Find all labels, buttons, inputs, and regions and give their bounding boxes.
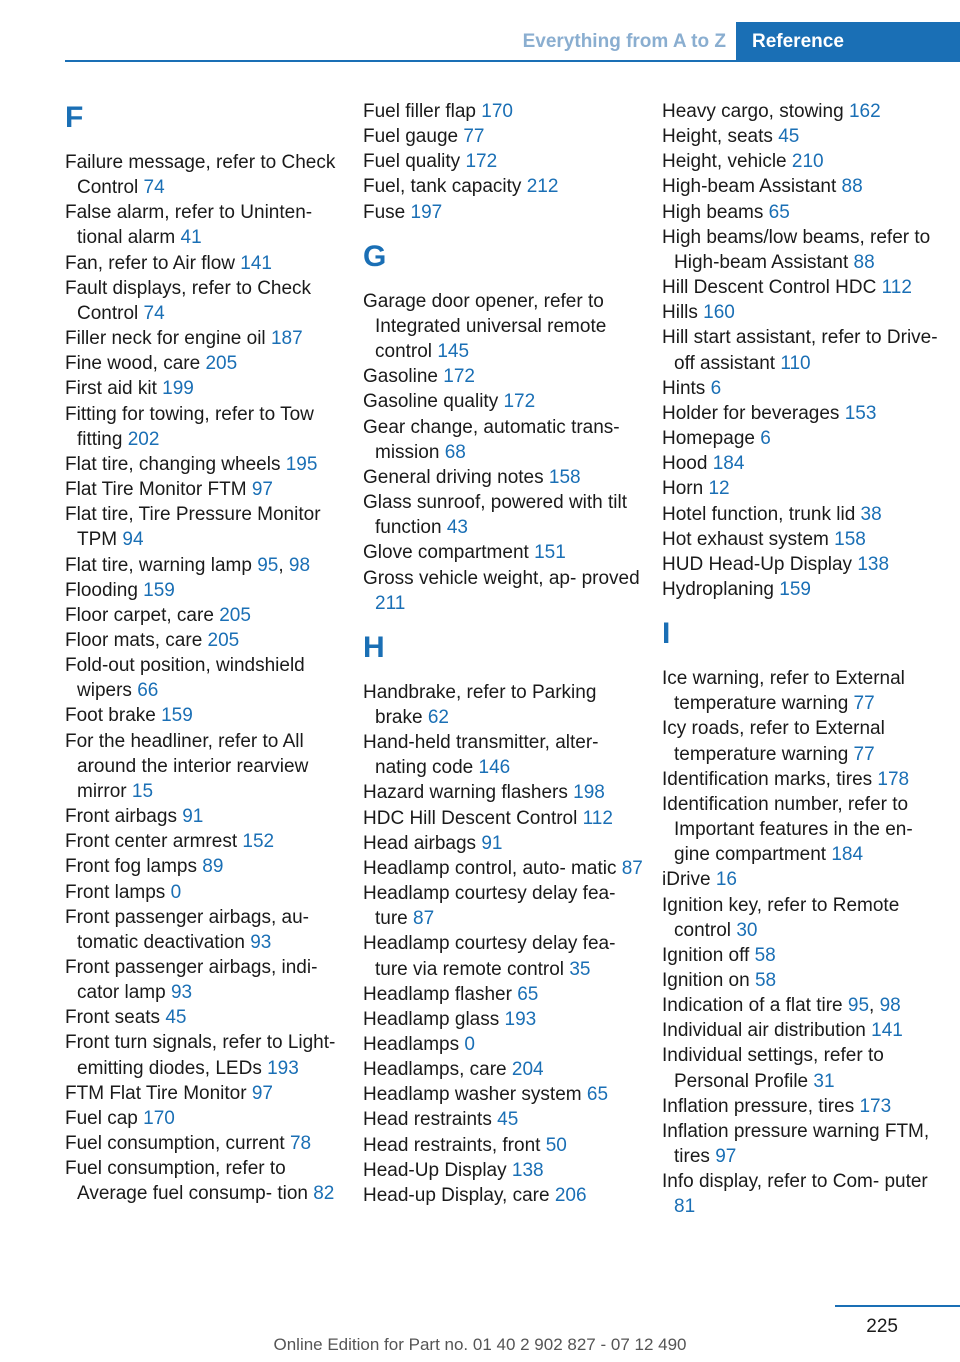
index-entry-text: Fault displays, refer to Check Control	[65, 277, 312, 324]
page-ref-link[interactable]: 89	[202, 856, 224, 878]
index-entry-text: Fine wood, care	[65, 353, 201, 375]
page-ref-link[interactable]: 58	[754, 944, 776, 966]
index-entry-text: Hills	[662, 302, 698, 324]
page-ref-link[interactable]: 58	[754, 970, 777, 991]
index-entry	[662, 124, 942, 149]
page-ref-link[interactable]: 138	[857, 553, 890, 575]
index-entry-text: Hill Descent Control HDC	[662, 277, 877, 299]
page-ref-link[interactable]: 95	[257, 554, 279, 576]
header-section-title: Everything from A to Z	[522, 31, 726, 52]
page-ref-link[interactable]: 172	[443, 366, 475, 388]
page-ref-link[interactable]: 187	[270, 328, 303, 350]
index-entry	[363, 780, 643, 805]
page-ref-link[interactable]: 0	[170, 881, 182, 903]
index-letter-heading: I	[662, 617, 671, 651]
index-entry	[662, 943, 942, 968]
index-entry-text: Fuel quality	[363, 151, 461, 173]
index-entry	[65, 477, 345, 502]
page-ref-link[interactable]: 93	[250, 931, 272, 953]
index-entry	[363, 1032, 643, 1057]
index-entry-text: Head airbags	[363, 832, 477, 854]
page-ref-link[interactable]: 0	[464, 1034, 475, 1055]
index-entry	[662, 767, 942, 792]
index-entry	[363, 465, 643, 490]
header-rule	[65, 60, 960, 62]
page-ref-link[interactable]: 170	[481, 101, 513, 122]
index-entry-text: Headlamp courtesy delay fea‐ ture via remote control	[363, 933, 616, 980]
page-ref-link[interactable]: 146	[478, 757, 511, 779]
index-entry	[363, 566, 643, 616]
page-ref-link[interactable]: 205	[207, 629, 240, 651]
index-entry-text: Flat tire, changing wheels	[65, 453, 281, 475]
page-ref-link[interactable]: 45	[778, 126, 800, 148]
index-entry-text: Heavy cargo, stowing	[662, 101, 844, 122]
index-entry	[65, 1131, 345, 1156]
page-ref-link[interactable]: 88	[853, 251, 875, 273]
index-entry	[662, 1043, 942, 1093]
index-entry	[662, 1119, 942, 1169]
index-entry-text: Fuel, tank capacity	[363, 176, 522, 198]
index-entry-text: Headlamps	[363, 1034, 465, 1055]
index-entry	[65, 729, 345, 804]
index-entry-text: Floor carpet, care	[65, 604, 214, 626]
index-entry	[662, 716, 942, 766]
page-ref-link[interactable]: 81	[674, 1196, 696, 1218]
index-entry	[662, 174, 942, 199]
index-entry	[662, 200, 942, 225]
page-ref-link[interactable]: 65	[586, 1084, 609, 1106]
index-entry	[363, 1082, 643, 1107]
page-ref-link[interactable]: 45	[165, 1007, 187, 1029]
index-entry-text: HUD Head-Up Display	[662, 553, 853, 575]
index-entry	[662, 149, 942, 174]
index-entry-text: Front center armrest	[65, 831, 238, 853]
page-ref-link[interactable]: 158	[548, 466, 581, 488]
index-entry-text: Gear change, automatic trans‐ mission	[363, 416, 620, 463]
page-ref-link[interactable]: 77	[853, 693, 875, 715]
index-entry-text: Head-up Display, care	[363, 1184, 550, 1206]
page-ref-link[interactable]: 98	[288, 554, 311, 576]
page-ref-link[interactable]: 16	[715, 869, 737, 891]
index-entry	[363, 730, 643, 780]
index-entry-text: Hazard warning flashers	[363, 782, 568, 804]
page-ref-link[interactable]: 210	[791, 151, 824, 173]
index-entry	[363, 99, 643, 124]
index-entry	[363, 490, 643, 540]
index-entry-text: Horn	[662, 478, 704, 500]
index-entry-text: Inflation pressure, tires	[662, 1095, 855, 1117]
index-entry-text: FTM Flat Tire Monitor	[65, 1082, 247, 1104]
page-ref-link[interactable]: 162	[848, 101, 881, 122]
index-entry	[363, 415, 643, 465]
index-entry	[363, 931, 643, 981]
index-entry	[65, 251, 345, 276]
index-entry	[662, 867, 942, 892]
index-entry	[662, 666, 942, 716]
page-ref-link[interactable]: 30	[736, 919, 758, 941]
index-entry	[65, 1156, 345, 1206]
index-entry	[662, 792, 942, 867]
index-entry	[65, 955, 345, 1005]
index-entry-text: Inflation pressure warning FTM, tires	[662, 1120, 930, 1168]
index-entry-text: Info display, refer to Com‐ puter	[662, 1171, 928, 1193]
page-ref-link[interactable]: 199	[162, 378, 194, 400]
index-entry	[662, 552, 942, 577]
index-entry-text: High beams	[662, 201, 764, 223]
page-ref-link[interactable]: 68	[444, 441, 466, 463]
page-ref-link[interactable]: 158	[834, 528, 866, 550]
index-entry	[65, 628, 345, 653]
index-entry	[662, 527, 942, 552]
page-ref-link[interactable]: 91	[182, 806, 204, 828]
page-ref-link[interactable]: 50	[545, 1134, 567, 1156]
index-entry	[662, 99, 942, 124]
index-column-2	[363, 99, 643, 1208]
index-entry-text: High-beam Assistant	[662, 176, 837, 198]
index-entry	[363, 1057, 643, 1082]
index-entry	[662, 451, 942, 476]
index-entry	[662, 300, 942, 325]
index-entry-text: Headlamp flasher	[363, 983, 512, 1005]
page-ref-link[interactable]: 212	[526, 176, 559, 198]
index-entry	[363, 1183, 643, 1208]
page-ref-link[interactable]: 91	[481, 832, 503, 854]
page-ref-link[interactable]: 205	[219, 604, 251, 626]
index-entry-text: Fuel gauge	[363, 126, 459, 148]
index-entry-text: Height, vehicle	[662, 151, 787, 173]
index-entry	[363, 1133, 643, 1158]
index-entry-text: Fuel filler flap	[363, 101, 476, 122]
index-entry	[662, 502, 942, 527]
page-ref-link[interactable]: 12	[708, 478, 730, 500]
page-ref-link[interactable]: 65	[517, 983, 539, 1005]
index-entry-text: Fuel consumption, current	[65, 1133, 285, 1155]
page-ref-link[interactable]: 112	[582, 807, 613, 829]
page-ref-link[interactable]: 6	[710, 377, 722, 399]
page-ref-link[interactable]: 93	[170, 982, 193, 1004]
index-entry	[662, 225, 942, 275]
index-entry	[363, 149, 643, 174]
index-entry-text: Hill start assistant, refer to Drive-off assistant	[662, 327, 938, 374]
page-ref-link[interactable]: 193	[267, 1057, 299, 1079]
index-entry	[65, 829, 345, 854]
page-ref-link[interactable]: 112	[881, 277, 912, 299]
index-entry-text: Flat Tire Monitor FTM	[65, 479, 247, 501]
index-entry	[65, 150, 345, 200]
index-entry-text: Fuel consumption, refer to Average fuel consump‐ tion	[65, 1158, 308, 1205]
index-entry	[65, 1106, 345, 1131]
index-entry-text: Homepage	[662, 428, 755, 450]
index-entry-text: Head-Up Display	[363, 1159, 507, 1181]
index-entry	[65, 905, 345, 955]
index-entry	[65, 452, 345, 477]
index-entry-text: Glass sunroof, powered with tilt function	[363, 492, 628, 539]
page-ref-link[interactable]: 97	[251, 479, 273, 501]
index-entry-text: Icy roads, refer to External temperature warning	[662, 718, 885, 765]
page-ref-link[interactable]: 41	[180, 227, 202, 249]
index-entry-text: iDrive	[662, 869, 711, 891]
index-entry-text: Hand-held transmitter, alter‐ nating code	[363, 732, 599, 779]
index-entry-text: Front seats	[65, 1007, 161, 1029]
page-number: 225	[866, 1316, 898, 1337]
index-entry-text: Headlamp glass	[363, 1008, 500, 1030]
index-entry: Indication of a flat tire 95, 98	[662, 995, 901, 1017]
page-ref-link[interactable]: 15	[131, 780, 154, 802]
page-ref-link[interactable]: 151	[534, 542, 566, 564]
page-ref-link[interactable]: 97	[715, 1146, 737, 1168]
page-ref-link[interactable]: 6	[760, 428, 771, 450]
index-entry-text: Garage door opener, refer to Integrated universal remote control	[363, 290, 607, 363]
index-entry-text: Front fog lamps	[65, 856, 197, 878]
index-entry-text: Identification number, refer to Important features in the en‐ gine compartment	[662, 793, 913, 866]
page-ref-link[interactable]: 204	[511, 1059, 544, 1081]
index-entry	[662, 325, 942, 375]
index-entry	[363, 124, 643, 149]
index-entry-text: Front passenger airbags, au‐ tomatic deactivation	[65, 906, 309, 953]
footer-rule	[835, 1305, 960, 1307]
index-entry	[363, 289, 643, 364]
index-entry-text: Filler neck for engine oil	[65, 328, 266, 350]
index-entry-text: Height, seats	[662, 126, 773, 148]
index-entry-text: Fold-out position, windshield wipers	[65, 655, 305, 702]
index-entry-text: Individual air distribution	[662, 1020, 866, 1042]
page-ref-link[interactable]: 45	[497, 1109, 519, 1131]
index-entry	[65, 502, 345, 552]
index-entry-text: Front lamps	[65, 881, 171, 903]
index-entry-text: Flat tire, Tire Pressure Monitor TPM	[65, 504, 321, 551]
page-ref-link[interactable]: 77	[853, 743, 875, 765]
index-entry	[363, 200, 643, 225]
index-entry	[363, 831, 643, 856]
index-entry-text: Hood	[662, 453, 708, 475]
index-entry-text: High beams/low beams, refer to High-beam Assistant	[662, 226, 931, 273]
index-entry-text: Indication of a flat tire	[662, 995, 843, 1017]
index-entry-text: Handbrake, refer to Parking brake	[363, 681, 597, 728]
index-entry	[65, 351, 345, 376]
index-entry	[65, 854, 345, 879]
index-entry-text: Foot brake	[65, 705, 156, 727]
index-entry-text: Hot exhaust system	[662, 528, 829, 550]
index-entry-text: Individual settings, refer to Personal Profile	[662, 1045, 884, 1092]
page-ref-link[interactable]: 82	[313, 1183, 335, 1205]
page-ref-link[interactable]: 62	[427, 706, 449, 728]
index-entry	[363, 389, 643, 414]
index-entry	[662, 426, 942, 451]
index-entry-text: Head restraints	[363, 1109, 492, 1131]
index-entry	[662, 577, 942, 602]
page-ref-link[interactable]: 198	[573, 782, 605, 804]
index-entry	[65, 578, 345, 603]
page-ref-link[interactable]: 95	[847, 995, 870, 1017]
index-entry	[65, 804, 345, 829]
index-entry	[363, 856, 643, 881]
index-entry	[662, 893, 942, 943]
index-entry	[65, 276, 345, 326]
index-entry-text: Hotel function, trunk lid	[662, 503, 856, 525]
index-entry	[65, 402, 345, 452]
index-entry	[363, 1007, 643, 1032]
page-ref-link[interactable]: 205	[205, 353, 238, 375]
page-ref-link[interactable]: 211	[375, 592, 406, 614]
page-ref-link[interactable]: 97	[251, 1082, 273, 1104]
index-entry	[363, 806, 643, 831]
page-ref-link[interactable]: 195	[285, 453, 318, 475]
index-entry-text: Glove compartment	[363, 542, 529, 564]
index-letter-heading: H	[363, 630, 385, 664]
index-entry-text: Front airbags	[65, 806, 177, 828]
index-entry	[662, 1018, 942, 1043]
index-entry-text: Fan, refer to Air flow	[65, 252, 236, 274]
index-entry-text: First aid kit	[65, 378, 157, 400]
index-entry-text: Ignition key, refer to Remote control	[662, 894, 900, 941]
page-ref-link[interactable]: 170	[143, 1107, 175, 1129]
index-entry-text: Gasoline quality	[363, 391, 499, 413]
index-entry-text: Headlamps, care	[363, 1059, 507, 1081]
page-ref-link[interactable]: 87	[621, 857, 643, 879]
index-entry	[363, 1158, 643, 1183]
index-entry	[363, 1107, 643, 1132]
index-entry-text: False alarm, refer to Uninten‐ tional alarm	[65, 202, 313, 249]
index-entry-text: Ignition on	[662, 970, 750, 991]
index-entry-text: Headlamp control, auto‐ matic	[363, 857, 617, 879]
header-tab-reference: Reference	[736, 22, 960, 62]
page-ref-link[interactable]: 145	[437, 341, 470, 363]
index-entry	[662, 1094, 942, 1119]
page-ref-link[interactable]: 141	[871, 1020, 903, 1042]
index-entry	[363, 364, 643, 389]
index-entry-text: Fitting for towing, refer to Tow fitting	[65, 403, 314, 450]
index-letter-heading: G	[363, 239, 387, 273]
index-entry	[65, 1030, 345, 1080]
index-entry-text: Fuel cap	[65, 1107, 138, 1129]
index-entry	[65, 200, 345, 250]
index-entry	[662, 1169, 942, 1219]
index-entry-text: Failure message, refer to Check Control	[65, 152, 336, 199]
page-ref-link[interactable]: 38	[860, 503, 882, 525]
index-entry-text: For the headliner, refer to All around the interior rearview mirror	[65, 730, 309, 802]
index-entry-text: Ice warning, refer to External temperature warning	[662, 668, 905, 715]
index-entry	[65, 376, 345, 401]
page-ref-link[interactable]: 160	[703, 302, 735, 324]
page-ref-link[interactable]: 172	[503, 391, 536, 413]
page-ref-link[interactable]: 184	[712, 453, 745, 475]
index-entry	[363, 680, 643, 730]
page-ref-link[interactable]: 88	[841, 176, 863, 198]
index-entry-text: Ignition off	[662, 944, 750, 966]
index-entry	[662, 275, 942, 300]
page-ref-link[interactable]: 78	[289, 1133, 312, 1155]
page-ref-link[interactable]: 193	[504, 1008, 537, 1030]
index-entry	[65, 880, 345, 905]
index-entry-text: Flat tire, warning lamp	[65, 554, 252, 576]
index-entry	[65, 1005, 345, 1030]
page-ref-link[interactable]: 159	[143, 579, 175, 601]
index-entry	[662, 968, 942, 993]
index-entry-text: Floor mats, care	[65, 629, 203, 651]
page-ref-link[interactable]: 74	[143, 302, 165, 324]
index-entry-text: Front turn signals, refer to Light-emitting diodes, LEDs	[65, 1032, 336, 1079]
page-ref-link[interactable]: 77	[463, 126, 485, 148]
index-entry-text: HDC Hill Descent Control	[363, 807, 578, 829]
index-entry	[65, 703, 345, 728]
page-ref-link[interactable]: 178	[877, 768, 910, 790]
index-entry	[662, 476, 942, 501]
index-entry	[363, 540, 643, 565]
index-entry-text: Fuse	[363, 201, 406, 223]
footer-edition: Online Edition for Part no. 01 40 2 902 827 - 07 12 490	[273, 1335, 687, 1354]
page-ref-link[interactable]: 206	[554, 1184, 587, 1206]
page-ref-link[interactable]: 138	[511, 1159, 544, 1181]
index-entry	[65, 603, 345, 628]
index-entry-text: Holder for beverages	[662, 402, 840, 424]
page-ref-link[interactable]: 43	[446, 517, 468, 539]
page-ref-link[interactable]: 153	[844, 402, 877, 424]
page-ref-link[interactable]: 87	[413, 908, 435, 930]
index-entry-text: Gasoline	[363, 366, 438, 388]
index-column-3	[662, 99, 942, 1220]
index-entry-text: Gross vehicle weight, ap‐ proved	[363, 567, 640, 589]
page-ref-link[interactable]: 152	[242, 831, 275, 853]
page-ref-link[interactable]: 202	[127, 428, 160, 450]
page-ref-link[interactable]: 173	[859, 1095, 892, 1117]
index-entry	[363, 174, 643, 199]
index-entry	[363, 982, 643, 1007]
page-ref-link[interactable]: 159	[161, 705, 193, 727]
index-entry-text: Headlamp washer system	[363, 1084, 582, 1106]
index-entry	[65, 653, 345, 703]
page-ref-link[interactable]: 94	[122, 529, 144, 551]
page-ref-link[interactable]: 74	[143, 177, 165, 199]
page-ref-link[interactable]: 66	[137, 680, 159, 702]
index-entry-text: Identification marks, tires	[662, 768, 873, 790]
index-entry-text: Hints	[662, 377, 706, 399]
index-entry	[662, 401, 942, 426]
index-entry-text: Head restraints, front	[363, 1134, 541, 1156]
page-ref-link[interactable]: 110	[780, 352, 811, 374]
page-ref-link[interactable]: 159	[779, 578, 811, 600]
index-entry-text: General driving notes	[363, 466, 544, 488]
index-entry: Flat tire, warning lamp 95, 98	[65, 554, 311, 576]
index-column-1	[65, 99, 345, 1207]
page-ref-link[interactable]: 172	[465, 151, 498, 173]
index-entry	[662, 376, 942, 401]
index-entry-text: Headlamp courtesy delay fea‐ ture	[363, 883, 616, 930]
page-ref-link[interactable]: 184	[831, 844, 864, 866]
index-entry-text: Flooding	[65, 579, 138, 601]
index-entry	[363, 881, 643, 931]
page-ref-link[interactable]: 197	[410, 201, 443, 223]
index-letter-heading: F	[65, 101, 84, 134]
page-ref-link[interactable]: 141	[240, 252, 272, 274]
index-entry-text: Hydroplaning	[662, 578, 774, 600]
page-ref-link[interactable]: 65	[768, 201, 790, 223]
index-entry	[65, 1081, 345, 1106]
page-ref-link[interactable]: 35	[569, 958, 591, 980]
index-entry	[65, 326, 345, 351]
index-entry-text: Front passenger airbags, indi‐ cator lamp	[65, 957, 318, 1004]
page-ref-link[interactable]: 31	[813, 1070, 835, 1092]
page-ref-link[interactable]: 98	[879, 995, 901, 1017]
